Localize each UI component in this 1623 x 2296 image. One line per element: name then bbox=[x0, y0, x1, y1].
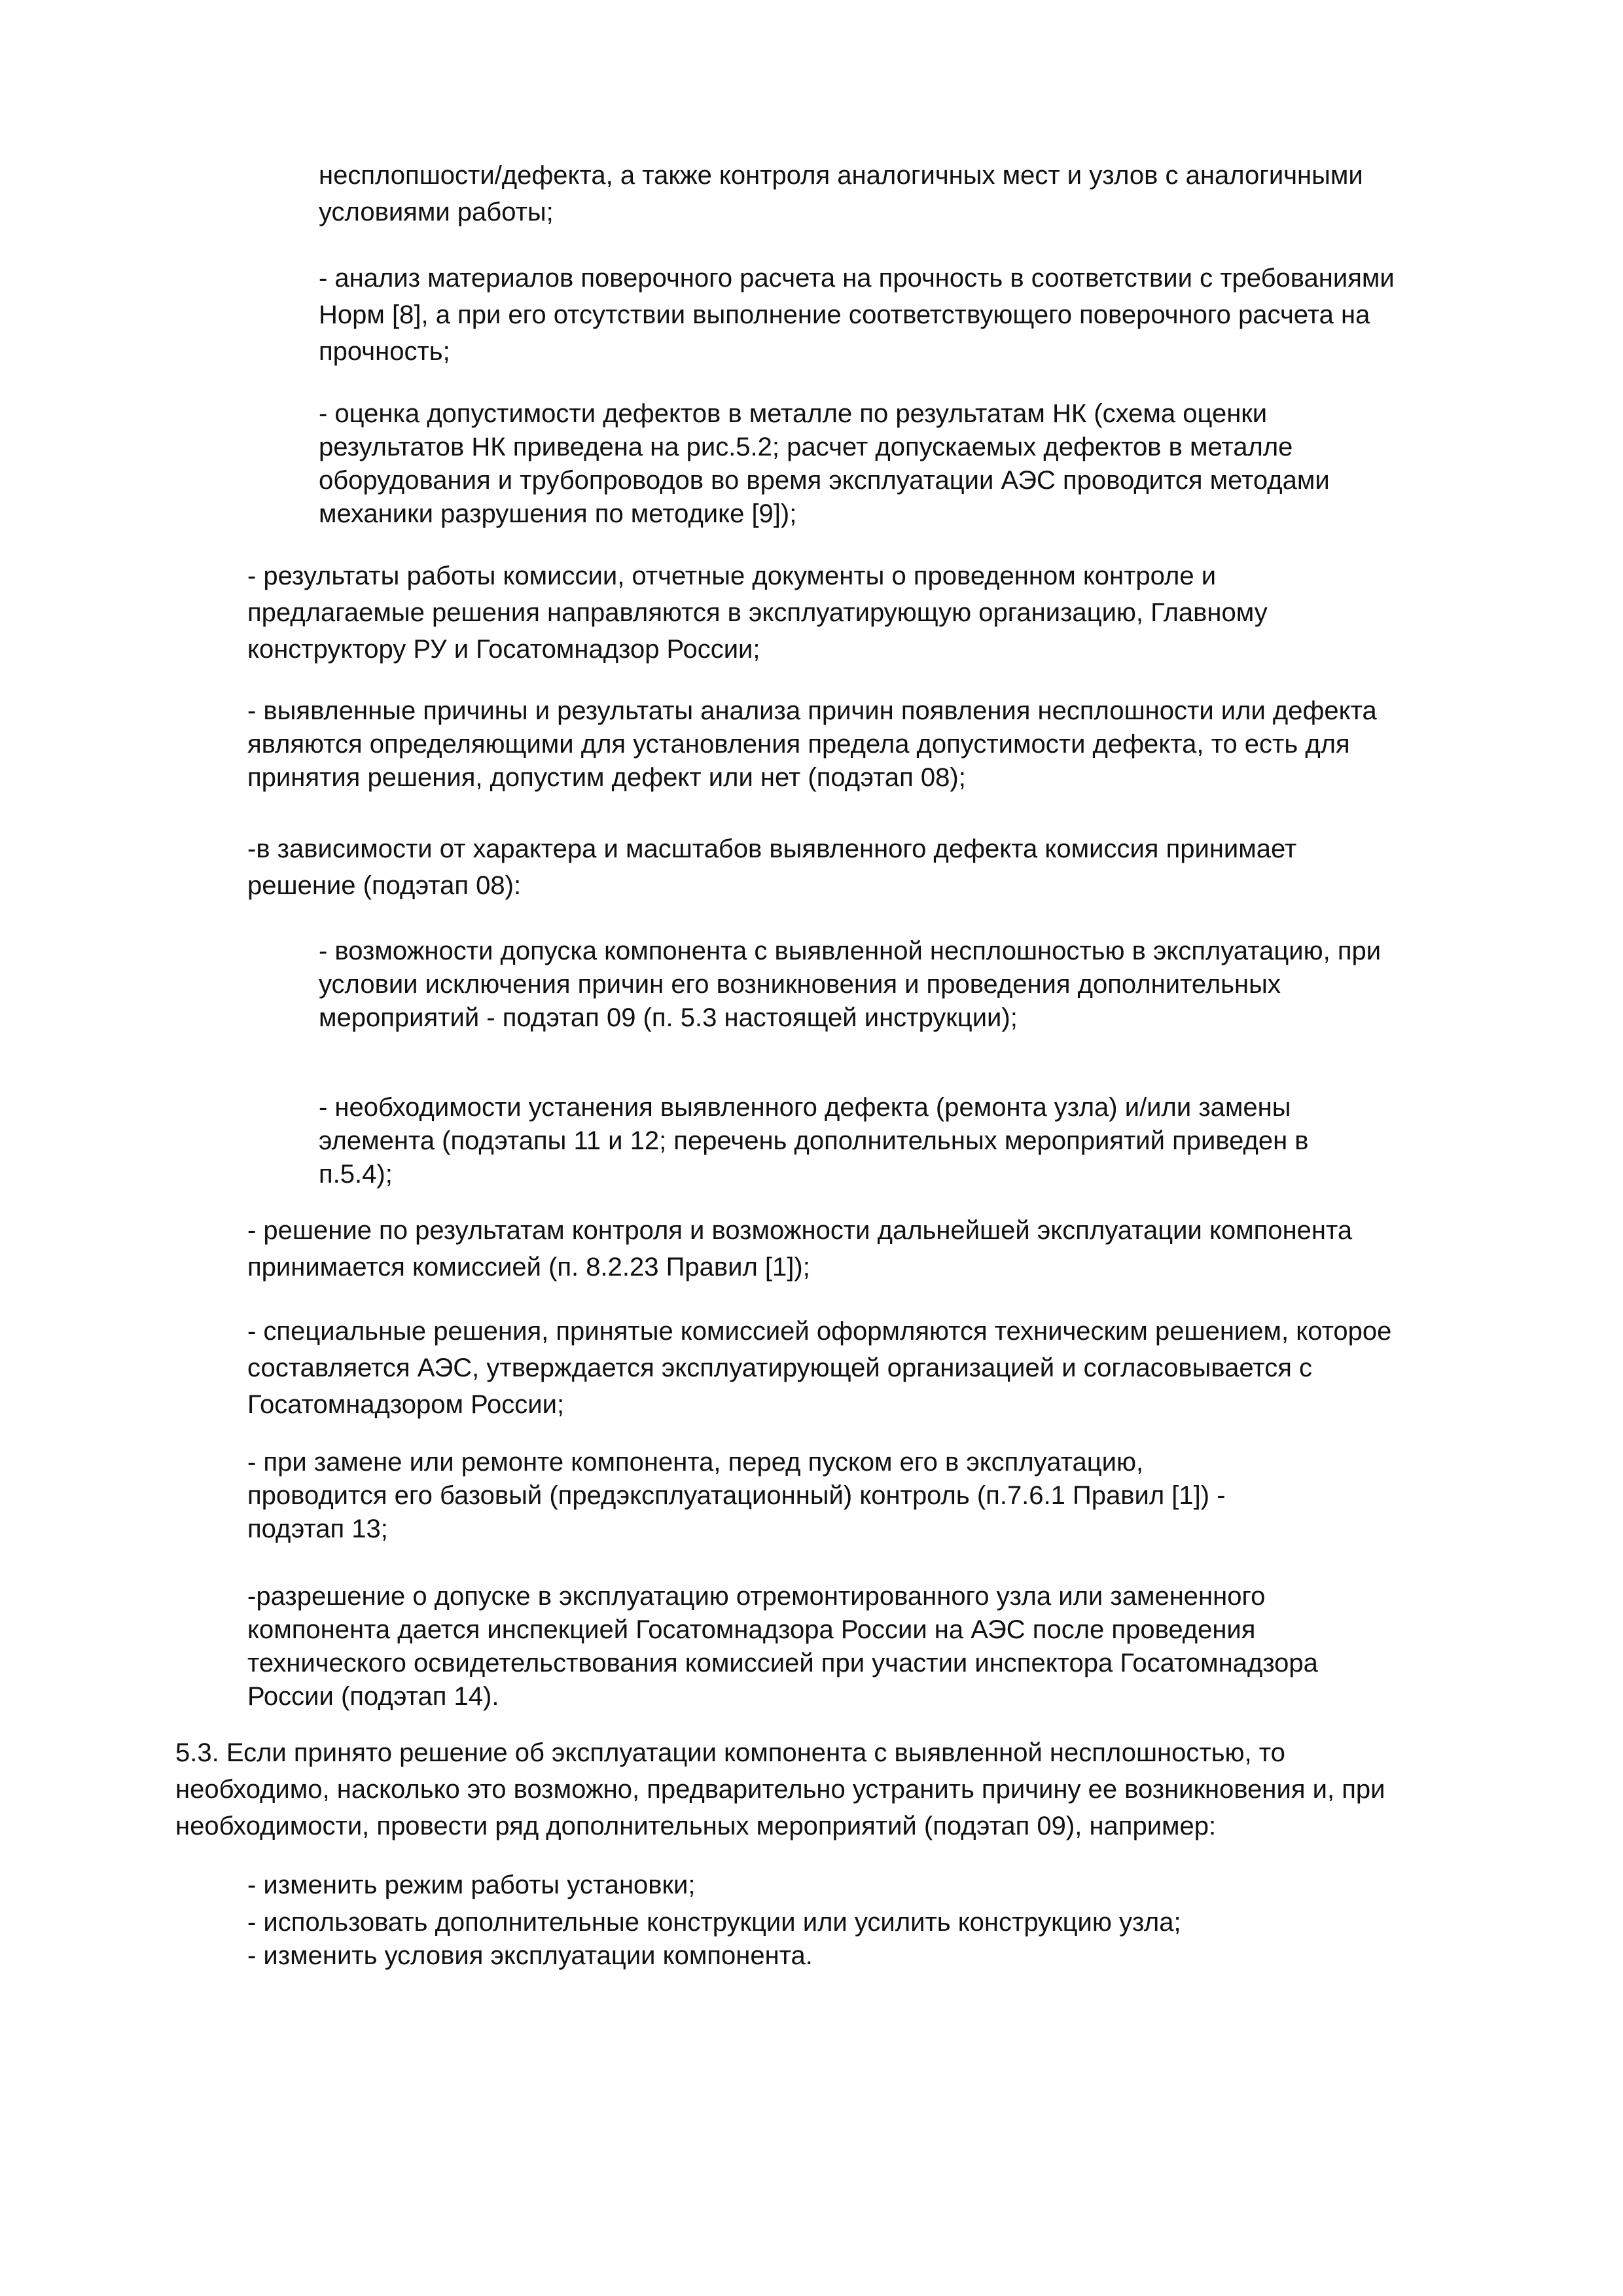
text-line: подэтап 13; bbox=[247, 1515, 388, 1543]
text-line: являются определяющими для установления предела допустимости дефекта, то есть для bbox=[247, 730, 1350, 759]
text-line: принятия решения, допустим дефект или нет (подэтап 08); bbox=[247, 763, 966, 792]
paragraph-defect-causes bbox=[247, 694, 1377, 795]
text-line: - выявленные причины и результаты анализа причин появления несплошности или дефекта bbox=[247, 696, 1377, 725]
text-line: условиями работы; bbox=[319, 198, 554, 226]
text-line: технического освидетельствования комиссией при участии инспектора Госатомнадзора bbox=[247, 1649, 1318, 1677]
paragraph-defect-control-continuation bbox=[319, 157, 1363, 230]
text-line: условии исключения причин его возникновения и проведения дополнительных bbox=[319, 970, 1281, 999]
text-line: компонента дается инспекцией Госатомнадзора России на АЭС после проведения bbox=[247, 1615, 1256, 1644]
list-item-change-mode bbox=[247, 1869, 696, 1902]
text-line: составляется АЭС, утверждается эксплуатирующей организацией и согласовывается с bbox=[247, 1354, 1312, 1382]
text-line: решение (подэтап 08): bbox=[247, 871, 522, 900]
text-line: - возможности допуска компонента с выявленной несплошностью в эксплуатацию, при bbox=[319, 937, 1382, 965]
text-line: - результаты работы комиссии, отчетные документы о проведенном контроле и bbox=[247, 562, 1217, 590]
text-line: элемента (подэтапы 11 и 12; перечень дополнительных мероприятий приведен в bbox=[319, 1126, 1309, 1155]
paragraph-operation-decision bbox=[247, 1212, 1352, 1285]
text-line: необходимости, провести ряд дополнительных мероприятий (подэтап 09), например: bbox=[175, 1812, 1217, 1840]
paragraph-operation-permission bbox=[247, 1580, 1318, 1713]
text-line: - оценка допустимости дефектов в металле по результатам НК (схема оценки bbox=[319, 399, 1268, 428]
paragraph-commission-decision bbox=[247, 831, 1296, 904]
text-line: России (подэтап 14). bbox=[247, 1682, 499, 1711]
text-line: механики разрушения по методике [9]); bbox=[319, 499, 797, 528]
text-line: проводится его базовый (предэксплуатационный) контроль (п.7.6.1 Правил [1]) - bbox=[247, 1481, 1226, 1510]
paragraph-repair-necessity bbox=[319, 1091, 1309, 1191]
text-line: принимается комиссией (п. 8.2.23 Правил [1]); bbox=[247, 1253, 810, 1282]
text-line: несплопшости/дефекта, а также контроля аналогичных мест и узлов с аналогичными bbox=[319, 161, 1363, 190]
text-line: необходимо, насколько это возможно, предварительно устранить причину ее возникновения и, при bbox=[175, 1775, 1385, 1804]
text-line: Норм [8], а при его отсутствии выполнение соответствующего поверочного расчета на bbox=[319, 300, 1370, 329]
text-line: 5.3. Если принято решение об эксплуатации компонента с выявленной несплошностью, то bbox=[175, 1738, 1285, 1767]
text-line: - необходимости устанения выявленного дефекта (ремонта узла) и/или замены bbox=[319, 1093, 1291, 1122]
paragraph-commission-results bbox=[247, 558, 1268, 668]
text-line: - при замене или ремонте компонента, перед пуском его в эксплуатацию, bbox=[247, 1448, 1144, 1477]
paragraph-strength-calculation bbox=[319, 260, 1395, 370]
text-line: - анализ материалов поверочного расчета на прочность в соответствии с требованиями bbox=[319, 264, 1395, 293]
paragraph-replacement-repair bbox=[247, 1446, 1226, 1546]
paragraph-admission-possibility bbox=[319, 935, 1381, 1035]
text-line: -в зависимости от характера и масштабов выявленного дефекта комиссия принимает bbox=[247, 834, 1297, 863]
text-line: предлагаемые решения направляются в эксплуатирующую организацию, Главному bbox=[247, 598, 1268, 627]
paragraph-defect-acceptability bbox=[319, 397, 1330, 531]
text-line: п.5.4); bbox=[319, 1160, 393, 1189]
text-line: - решение по результатам контроля и возможности дальнейшей эксплуатации компонента bbox=[247, 1216, 1353, 1245]
paragraph-special-decisions bbox=[247, 1313, 1391, 1423]
text-line: - изменить условия эксплуатации компонента. bbox=[247, 1941, 813, 1970]
text-line: Госатомнадзором России; bbox=[247, 1390, 565, 1419]
text-line: - использовать дополнительные конструкции или усилить конструкцию узла; bbox=[247, 1908, 1181, 1937]
text-line: - изменить режим работы установки; bbox=[247, 1871, 696, 1899]
text-line: - специальные решения, принятые комиссией оформляются техническим решением, которое bbox=[247, 1317, 1392, 1346]
text-line: прочность; bbox=[319, 337, 450, 366]
text-line: мероприятий - подэтап 09 (п. 5.3 настоящей инструкции); bbox=[319, 1003, 1018, 1032]
text-line: оборудования и трубопроводов во время эксплуатации АЭС проводится методами bbox=[319, 466, 1330, 495]
text-line: -разрешение о допуске в эксплуатацию отремонтированного узла или замененного bbox=[247, 1582, 1266, 1611]
section-5-3 bbox=[175, 1734, 1385, 1844]
text-line: результатов НК приведена на рис.5.2; расчет допускаемых дефектов в металле bbox=[319, 433, 1293, 461]
text-line: конструктору РУ и Госатомнадзор России; bbox=[247, 635, 760, 664]
list-items-additional-measures bbox=[247, 1906, 1181, 1973]
